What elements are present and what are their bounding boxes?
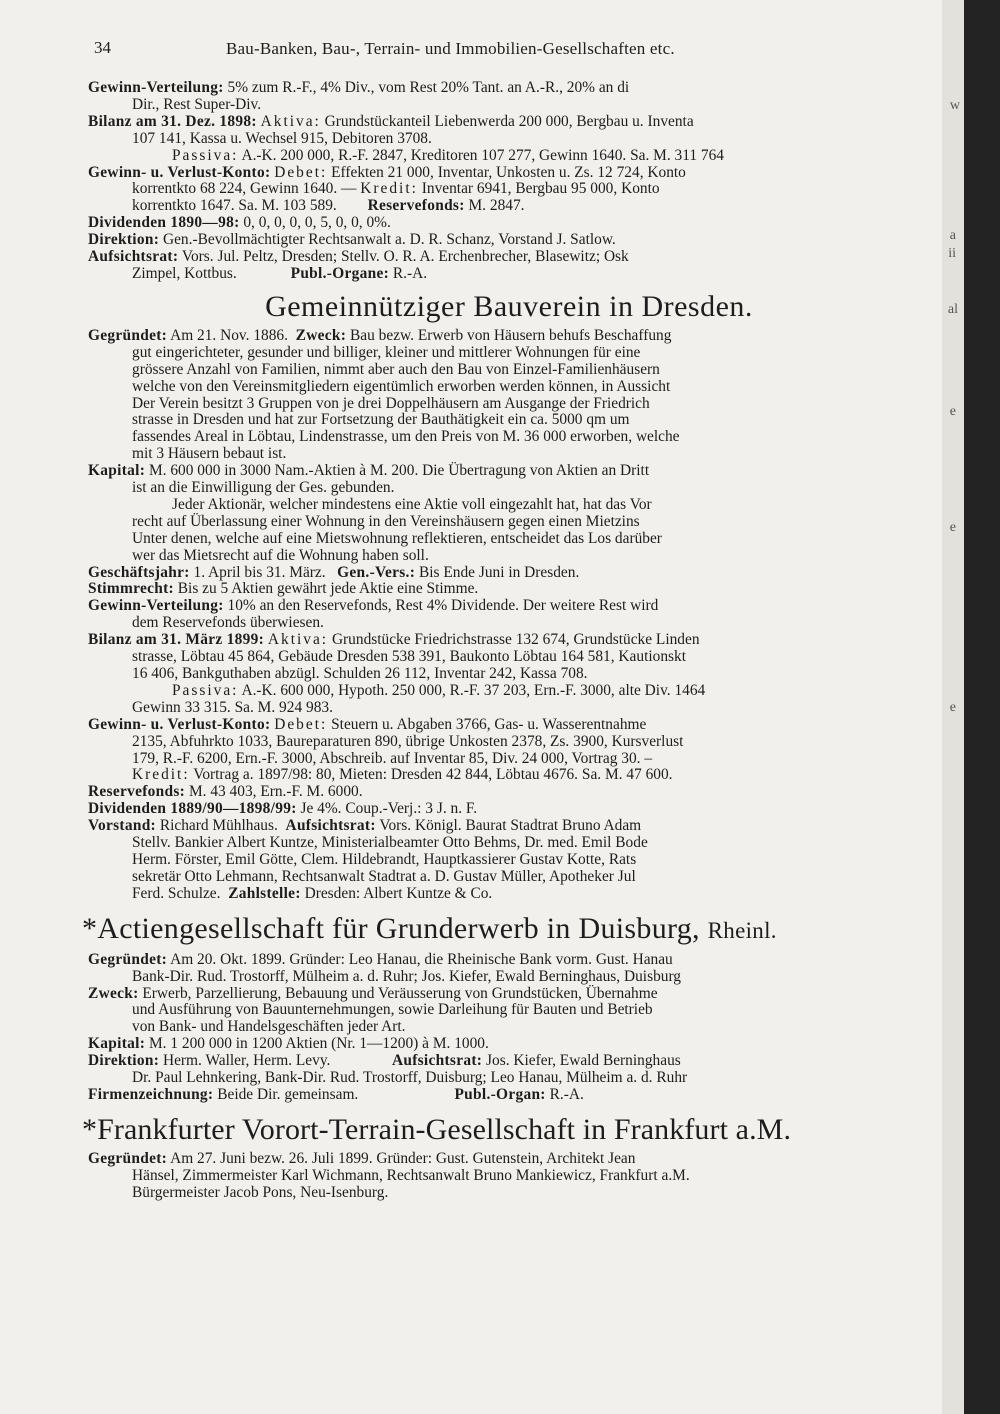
field-text: Vors. Jul. Peltz, Dresden; Stellv. O. R. A. Erchenbrecher, Blasewitz; Osk xyxy=(181,248,629,266)
field-text: Hänsel, Zimmermeister Karl Wichmann, Rechtsanwalt Bruno Mankiewicz, Frankfurt a.M. xyxy=(132,1166,690,1184)
field-label: Dividenden 1889/90—1898/99: xyxy=(88,800,297,818)
field-text: Dir., Rest Super-Div. xyxy=(132,95,262,113)
field-text: Zimpel, Kottbus. xyxy=(132,264,237,282)
field-label: Gen.-Vers.: xyxy=(337,563,416,581)
field-label: Zweck: xyxy=(295,326,347,344)
section-title-main: *Actiengesellschaft für Grunderwerb in Duisburg, xyxy=(82,911,700,945)
field-label: Direktion: xyxy=(88,1052,160,1070)
field-label: Bilanz am 31. Dez. 1898: xyxy=(88,112,257,130)
field-text: 0, 0, 0, 0, 0, 5, 0, 0, 0%. xyxy=(243,214,391,232)
field-text: Je 4%. Coup.-Verj.: 3 J. n. F. xyxy=(300,800,478,818)
field-text: Bis zu 5 Aktien gewährt jede Aktie eine Stimme. xyxy=(177,580,479,598)
field-label: Gegründet: xyxy=(88,326,168,344)
field-text: Am 21. Nov. 1886. xyxy=(170,326,288,344)
field-label: Firmenzeichnung: xyxy=(88,1085,214,1103)
field-text: korrentkto 68 224, Gewinn 1640. — xyxy=(132,180,357,198)
field-text: sekretär Otto Lehmann, Rechtsanwalt Stadtrat a. D. Gustav Müller, Apotheker Jul xyxy=(132,867,636,885)
field-label: Publ.-Organe: xyxy=(290,264,390,282)
field-text: Ferd. Schulze. xyxy=(132,884,221,902)
field-text: von Bank- und Handelsgeschäften jeder Art. xyxy=(132,1018,406,1036)
section-title xyxy=(82,909,930,951)
field-label: Gegründet: xyxy=(88,950,168,968)
field-text: 107 141, Kassa u. Wechsel 915, Debitoren 3708. xyxy=(132,129,432,147)
field-text: Dr. Paul Lehnkering, Bank-Dir. Rud. Trostorff, Duisburg; Leo Hanau, Mülheim a. d. Ruhr xyxy=(132,1069,688,1087)
field-label: Kapital: xyxy=(88,1035,146,1053)
field-label: Bilanz am 31. März 1899: xyxy=(88,631,265,649)
page-number: 34 xyxy=(94,38,111,57)
field-text: recht auf Überlassung einer Wohnung in den Vereinshäusern gegen einen Mietzins xyxy=(132,512,640,530)
field-text: Herm. Waller, Herm. Levy. xyxy=(162,1052,331,1070)
field-text: Gen.-Bevollmächtigter Rechtsanwalt a. D. R. Schanz, Vorstand J. Satlow. xyxy=(162,231,616,249)
field-label: Vorstand: xyxy=(88,817,156,835)
field-text: Bis Ende Juni in Dresden. xyxy=(418,563,580,581)
field-text: strasse in Dresden und hat zur Fortsetzung der Bauthätigkeit ein ca. 5000 qm um xyxy=(132,411,630,429)
gutter-fragment: e xyxy=(949,700,956,715)
field-text: M. 2847. xyxy=(468,197,525,215)
gutter-fragment: al xyxy=(947,302,958,317)
field-text: Vortrag a. 1897/98: 80, Mieten: Dresden 42 844, Löbtau 4676. Sa. M. 47 600. xyxy=(193,766,673,784)
page-edge-shadow xyxy=(964,0,1000,1414)
field-text: wer das Mietsrecht auf die Wohnung haben soll. xyxy=(132,546,429,564)
field-sublabel: Kredit: xyxy=(360,180,418,198)
field-text: strasse, Löbtau 45 864, Gebäude Dresden 538 391, Baukonto Löbtau 164 581, Kautionskt xyxy=(132,648,686,666)
field-label: Stimmrecht: xyxy=(88,580,174,598)
field-text: Effekten 21 000, Inventar, Unkosten u. Zs. 12 724, Konto xyxy=(331,163,686,181)
field-text: Jeder Aktionär, welcher mindestens eine Aktie voll eingezahlt hat, hat das Vor xyxy=(172,495,652,513)
gutter-fragment: a xyxy=(949,228,956,243)
field-text: R.-A. xyxy=(549,1085,584,1103)
gutter-fragment: ii xyxy=(948,246,956,261)
section-title-tail: Rheinl. xyxy=(707,917,777,943)
field-text: Erwerb, Parzellierung, Bebauung und Veräusserung von Grundstücken, Übernahme xyxy=(142,984,658,1002)
field-text: Stellv. Bankier Albert Kuntze, Ministerialbeamter Otto Behms, Dr. med. Emil Bode xyxy=(132,834,648,852)
field-text: 10% an den Reservefonds, Rest 4% Dividende. Der weitere Rest wird xyxy=(227,597,659,615)
field-text: Herm. Förster, Emil Götte, Clem. Hildebrandt, Hauptkassierer Gustav Kotte, Rats xyxy=(132,850,637,868)
field-sublabel: Kredit: xyxy=(132,766,190,784)
field-text: ist an die Einwilligung der Ges. gebunden. xyxy=(132,479,395,497)
field-text: Bau bezw. Erwerb von Häusern behufs Beschaffung xyxy=(350,326,672,344)
field-label: Kapital: xyxy=(88,462,146,480)
field-label: Gegründet: xyxy=(88,1149,168,1167)
field-text: Bürgermeister Jacob Pons, Neu-Isenburg. xyxy=(132,1183,389,1201)
field-text: Richard Mühlhaus. xyxy=(159,817,278,835)
field-sublabel: Debet: xyxy=(274,715,328,733)
field-text: M. 1 200 000 in 1200 Aktien (Nr. 1—1200) à M. 1000. xyxy=(148,1035,489,1053)
field-text: M. 43 403, Ern.-F. M. 6000. xyxy=(188,783,363,801)
field-text: dem Reservefonds überwiesen. xyxy=(132,614,324,632)
field-label: Aufsichtsrat: xyxy=(391,1052,483,1070)
field-text: Der Verein besitzt 3 Gruppen von je drei Doppelhäusern am Ausgange der Friedrich xyxy=(132,394,650,412)
gutter-fragment: w xyxy=(949,98,960,113)
field-label: Zahlstelle: xyxy=(228,884,301,902)
running-head xyxy=(88,34,930,64)
field-text: Vors. Königl. Baurat Stadtrat Bruno Adam xyxy=(379,817,642,835)
field-text: A.-K. 600 000, Hypoth. 250 000, R.-F. 37 203, Ern.-F. 3000, alte Div. 1464 xyxy=(241,681,706,699)
running-title: Bau-Banken, Bau-, Terrain- und Immobilien-Gesellschaften etc. xyxy=(226,39,675,58)
field-label: Gewinn-Verteilung: xyxy=(88,79,224,96)
field-text: fassendes Areal in Löbtau, Lindenstrasse, um den Preis von M. 36 000 erworben, welche xyxy=(132,428,680,446)
field-text: R.-A. xyxy=(392,264,428,282)
field-label: Gewinn- u. Verlust-Konto: xyxy=(88,163,271,181)
field-text: Dresden: Albert Kuntze & Co. xyxy=(304,884,493,902)
section-title: Gemeinnütziger Bauverein in Dresden. xyxy=(265,289,753,323)
field-text: gut eingerichteter, gesunder und billiger, kleiner und mittlerer Wohnungen für eine xyxy=(132,343,641,361)
field-sublabel: Aktiva: xyxy=(267,631,329,649)
field-text: Unter denen, welche auf eine Mietswohnung reflektieren, entscheidet das Los darüber xyxy=(132,529,662,547)
field-text: 179, R.-F. 6200, Ern.-F. 3000, Abschreib. auf Inventar 85, Div. 24 000, Vortrag 30. – xyxy=(132,749,653,767)
field-text: Grundstücke Friedrichstrasse 132 674, Grundstücke Linden xyxy=(331,631,700,649)
section-title: *Frankfurter Vorort-Terrain-Gesellschaft in Frankfurt a.M. xyxy=(82,1112,792,1146)
gutter-fragment: e xyxy=(949,404,956,419)
field-sublabel: Aktiva: xyxy=(260,112,321,130)
gutter-fragment: e xyxy=(949,520,956,535)
field-text: Gewinn 33 315. Sa. M. 924 983. xyxy=(132,698,333,716)
field-label: Gewinn- u. Verlust-Konto: xyxy=(88,715,271,733)
field-text: Am 27. Juni bezw. 26. Juli 1899. Gründer: Gust. Gutenstein, Architekt Jean xyxy=(170,1149,636,1167)
field-text: Inventar 6941, Bergbau 95 000, Konto xyxy=(421,180,660,198)
field-text: Grundstückanteil Liebenwerda 200 000, Bergbau u. Inventa xyxy=(324,112,694,130)
field-label: Gewinn-Verteilung: xyxy=(88,597,224,615)
entry-frankfurt-vorort xyxy=(88,1151,930,1202)
field-sublabel: Debet: xyxy=(274,163,328,181)
field-text: A.-K. 200 000, R.-F. 2847, Kreditoren 107 277, Gewinn 1640. Sa. M. 311 764 xyxy=(241,146,724,164)
field-text: welche von den Vereinsmitgliedern eigentümlich erworben werden können, in Aussicht xyxy=(132,377,671,395)
field-sublabel: Passiva: xyxy=(172,146,239,164)
field-label: Aufsichtsrat: xyxy=(88,248,179,266)
field-sublabel: Passiva: xyxy=(172,681,239,699)
field-text: Jos. Kiefer, Ewald Berninghaus xyxy=(486,1052,681,1070)
field-text: 1. April bis 31. März. xyxy=(193,563,326,581)
entry-bauverein-dresden xyxy=(88,328,930,903)
field-text: M. 600 000 in 3000 Nam.-Aktien à M. 200. Die Übertragung von Aktien an Dritt xyxy=(148,462,650,480)
field-label: Geschäftsjahr: xyxy=(88,563,190,581)
field-text: Bank-Dir. Rud. Trostorff, Mülheim a. d. Ruhr; Jos. Kiefer, Ewald Berninghaus, Duisburg xyxy=(132,967,681,985)
entry-grunderwerb-duisburg xyxy=(88,952,930,1104)
field-label: Reservefonds: xyxy=(88,783,186,801)
field-text: 2135, Abfuhrkto 1033, Baureparaturen 890, übrige Unkosten 2378, Zs. 3900, Kursverlust xyxy=(132,732,684,750)
field-text: 16 406, Bankguthaben abzügl. Schulden 26 112, Inventar 242, Kassa 708. xyxy=(132,665,588,682)
field-text: und Ausführung von Bauunternehmungen, sowie Darleihung für Bauten und Betrieb xyxy=(132,1001,653,1019)
field-text: Am 20. Okt. 1899. Gründer: Leo Hanau, die Rheinische Bank vorm. Gust. Hanau xyxy=(170,950,673,968)
field-label: Reservefonds: xyxy=(367,197,465,215)
field-label: Direktion: xyxy=(88,231,160,249)
field-text: Steuern u. Abgaben 3766, Gas- u. Wasserentnahme xyxy=(331,715,647,733)
field-label: Publ.-Organ: xyxy=(454,1085,546,1103)
entry-continued xyxy=(88,80,930,283)
field-label: Dividenden 1890—98: xyxy=(88,214,240,232)
field-text: Beide Dir. gemeinsam. xyxy=(217,1085,359,1103)
field-label: Aufsichtsrat: xyxy=(285,817,376,835)
field-label: Zweck: xyxy=(88,984,139,1002)
field-text: grössere Anzahl von Familien, nimmt aber auch den Bau von Einzel-Familienhäusern xyxy=(132,360,660,378)
field-text: 5% zum R.-F., 4% Div., vom Rest 20% Tant. an A.-R., 20% an di xyxy=(227,79,630,96)
field-text: mit 3 Häusern bebaut ist. xyxy=(132,445,287,463)
field-text: korrentkto 1647. Sa. M. 103 589. xyxy=(132,197,337,215)
page xyxy=(82,34,930,1202)
